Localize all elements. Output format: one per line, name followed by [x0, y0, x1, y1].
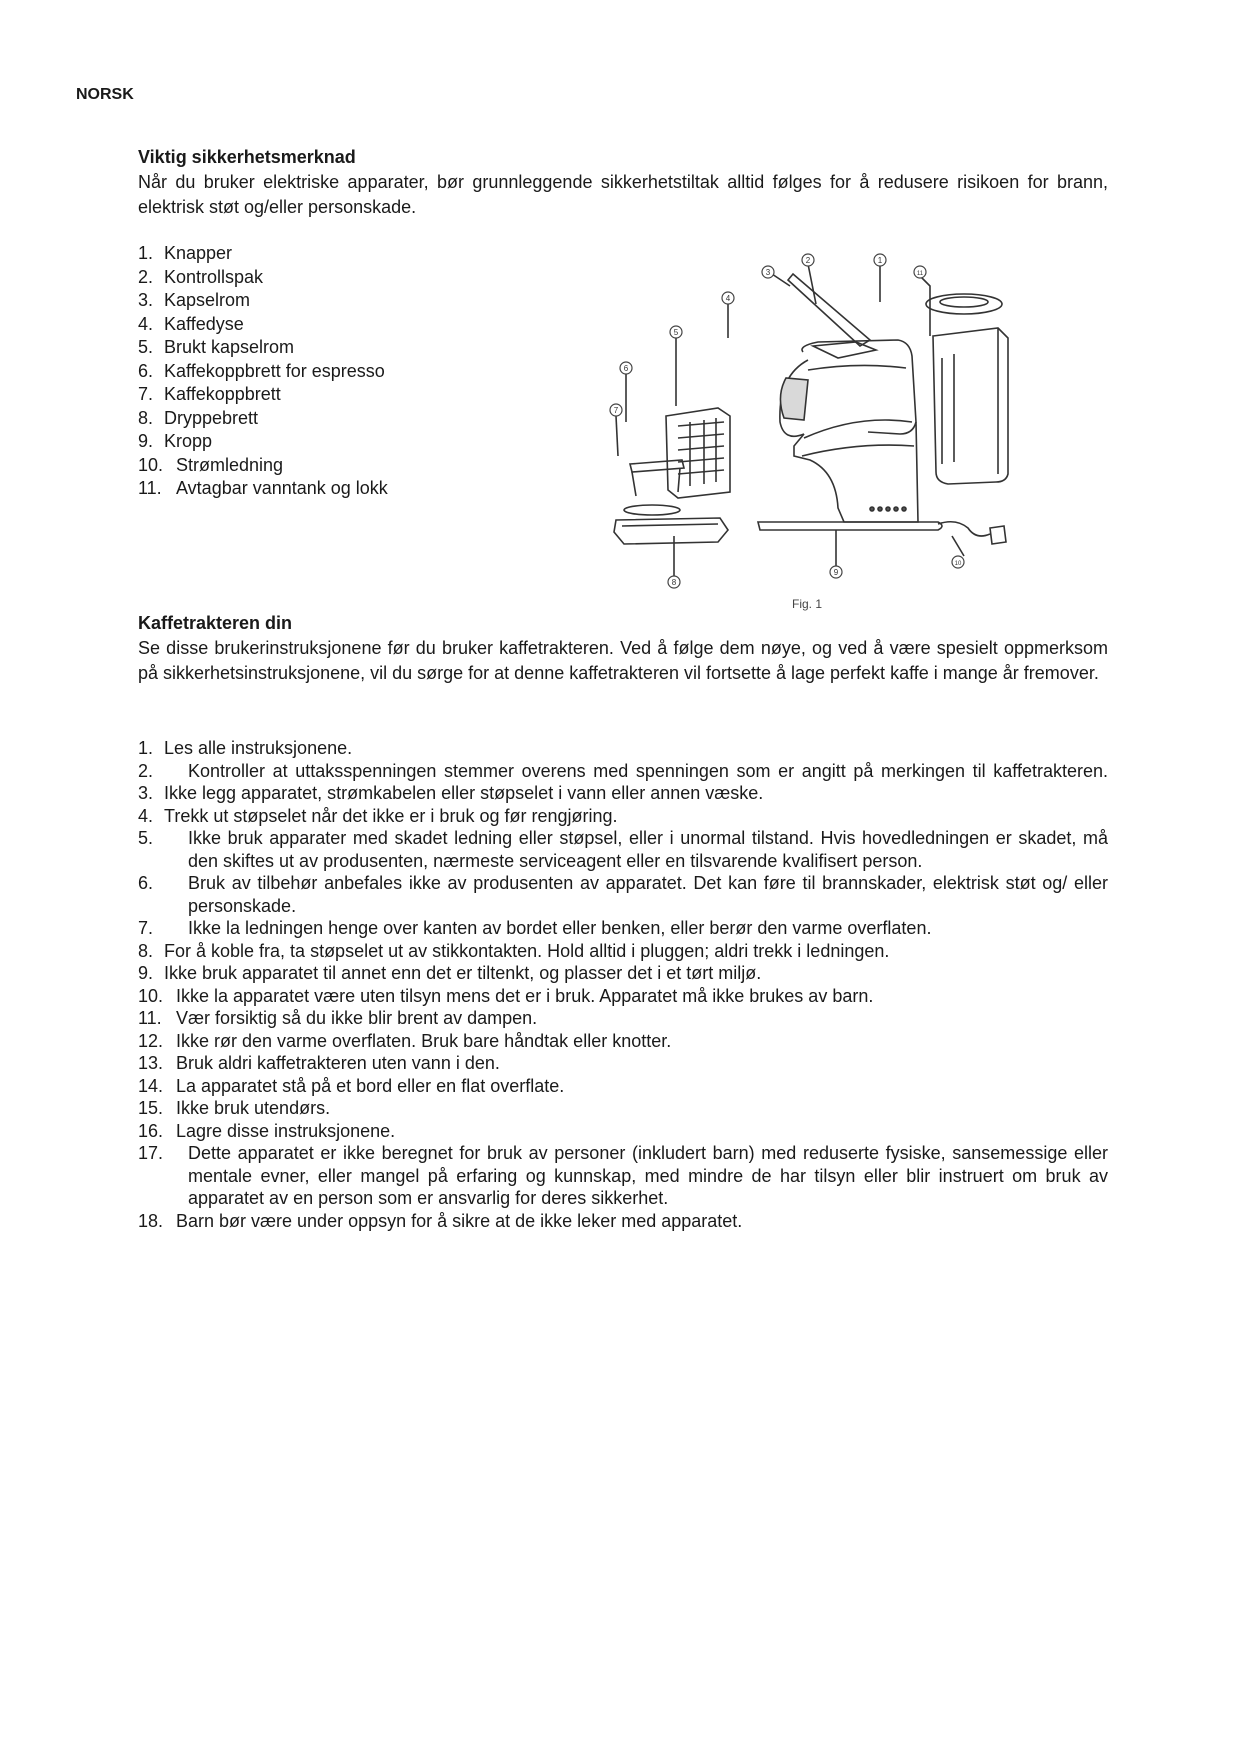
parts-list-item: [138, 454, 388, 478]
parts-list-item: [138, 336, 388, 360]
rule-text: Ikke la apparatet være uten tilsyn mens det er i bruk. Apparatet må ikke brukes av barn.: [176, 985, 874, 1006]
rule-item: [138, 940, 1108, 963]
part-number: 9.: [138, 431, 154, 451]
coffee-machine-diagram: [608, 246, 1048, 616]
part-number: 8.: [138, 407, 154, 428]
rule-item: [138, 917, 1108, 940]
rule-number: 3.: [138, 783, 154, 803]
rule-item: [138, 1007, 1108, 1030]
rule-item: [138, 985, 1108, 1008]
rule-number: 5.: [138, 828, 154, 848]
part-label: Knapper: [164, 243, 233, 263]
parts-list: [138, 242, 388, 501]
parts-list-item: [138, 266, 388, 290]
part-label: Dryppebrett: [164, 407, 259, 428]
rule-text: Ikke bruk utendørs.: [176, 1098, 331, 1118]
machine-title: Kaffetrakteren din: [138, 613, 293, 633]
part-number: 1.: [138, 243, 154, 263]
part-number: 11.: [138, 478, 162, 498]
part-label: Kaffekoppbrett for espresso: [164, 360, 385, 381]
rule-item: [138, 1210, 1108, 1233]
safety-intro: Når du bruker elektriske apparater, bør grunnleggende sikkerhetstiltak alltid følges for å redusere risikoen for brann, elektrisk støt og/eller personskade.: [138, 172, 1108, 217]
rule-number: 8.: [138, 940, 154, 961]
parts-list-item: [138, 360, 388, 384]
rule-number: 15.: [138, 1098, 164, 1118]
rule-text: Bruk av tilbehør anbefales ikke av produsenten av apparatet. Det kan føre til brannskader, elektrisk støt og/ eller personskade.: [188, 873, 1108, 916]
rule-item: [138, 782, 1108, 805]
language-label: NORSK: [76, 86, 134, 103]
rule-item: [138, 1097, 1108, 1120]
part-label: Strømledning: [176, 454, 284, 475]
rule-number: 2.: [138, 760, 154, 781]
rule-text: Ikke bruk apparater med skadet ledning eller støpsel, eller i unormal tilstand. Hvis hovedledningen er skadet, må den skiftes ut av produsenten, nærmeste serviceagent eller en tilsvarende kvalifisert person.: [188, 828, 1108, 871]
part-number: 7.: [138, 384, 154, 404]
part-label: Kontrollspak: [164, 266, 264, 287]
rule-text: Bruk aldri kaffetrakteren uten vann i den.: [176, 1053, 500, 1073]
rule-item: [138, 827, 1108, 872]
rule-item: [138, 760, 1108, 783]
rule-number: 6.: [138, 873, 154, 893]
callout-label: 6: [623, 364, 629, 373]
callout-label: 11: [916, 271, 924, 277]
part-label: Kaffedyse: [164, 313, 244, 334]
callout-label: 3: [765, 268, 771, 277]
part-label: Kaffekoppbrett: [164, 384, 281, 404]
rule-number: 7.: [138, 918, 154, 938]
rule-text: Les alle instruksjonene.: [164, 738, 353, 758]
part-number: 3.: [138, 290, 154, 310]
part-number: 4.: [138, 313, 154, 334]
safety-title: Viktig sikkerhetsmerknad: [138, 147, 356, 167]
callout-label: 4: [725, 294, 731, 303]
rule-text: Kontroller at uttaksspenningen stemmer overens med spenningen som er angitt på merkingen til kaffetrakteren.: [188, 760, 1108, 781]
rule-text: Lagre disse instruksjonene.: [176, 1120, 396, 1141]
rule-item: [138, 1030, 1108, 1053]
rule-item: [138, 805, 1108, 828]
rule-number: 13.: [138, 1053, 164, 1073]
rule-number: 1.: [138, 738, 154, 758]
parts-list-item: [138, 477, 388, 501]
rule-number: 18.: [138, 1210, 164, 1231]
callout-label: 7: [613, 406, 619, 415]
callout-label: 10: [954, 561, 962, 567]
rule-text: Barn bør være under oppsyn for å sikre at de ikke leker med apparatet.: [176, 1210, 743, 1231]
rule-number: 9.: [138, 963, 154, 983]
rule-item: [138, 1075, 1108, 1098]
rule-item: [138, 1120, 1108, 1143]
part-number: 5.: [138, 337, 154, 357]
rule-number: 4.: [138, 805, 154, 826]
parts-list-item: [138, 430, 388, 454]
rule-text: Trekk ut støpselet når det ikke er i bruk og før rengjøring.: [164, 805, 618, 826]
rule-number: 16.: [138, 1120, 164, 1141]
rule-item: [138, 1052, 1108, 1075]
rule-item: [138, 962, 1108, 985]
parts-list-item: [138, 313, 388, 337]
callout-label: 9: [833, 568, 839, 577]
part-number: 10.: [138, 454, 164, 475]
part-number: 6.: [138, 360, 154, 381]
rule-text: La apparatet stå på et bord eller en flat overflate.: [176, 1075, 565, 1096]
part-label: Kropp: [164, 431, 213, 451]
rule-number: 10.: [138, 985, 164, 1006]
callout-label: 1: [877, 256, 883, 265]
rule-number: 12.: [138, 1030, 164, 1051]
rule-number: 14.: [138, 1075, 164, 1096]
rule-number: 17.: [138, 1143, 164, 1163]
parts-list-item: [138, 242, 388, 266]
part-label: Avtagbar vanntank og lokk: [176, 478, 388, 498]
rule-number: 11.: [138, 1008, 162, 1028]
rule-item: [138, 737, 1108, 760]
parts-list-item: [138, 383, 388, 407]
rule-item: [138, 872, 1108, 917]
callout-label: 2: [805, 256, 811, 265]
rule-text: Ikke bruk apparatet til annet enn det er tiltenkt, og plasser det i et tørt miljø.: [164, 963, 762, 983]
parts-list-item: [138, 407, 388, 431]
rule-text: Dette apparatet er ikke beregnet for bruk av personer (inkludert barn) med reduserte fysiske, sansemessige eller mentale evner, eller mangel på erfaring og kunnskap, med mindre de har tilsyn eller blir instruert om bruk av apparatet av en person som er ansvarlig for deres sikkerhet.: [188, 1143, 1108, 1208]
rule-item: [138, 1142, 1108, 1210]
parts-list-item: [138, 289, 388, 313]
rule-text: Vær forsiktig så du ikke blir brent av dampen.: [176, 1008, 538, 1028]
rule-text: Ikke la ledningen henge over kanten av bordet eller benken, eller berør den varme overflaten.: [188, 918, 932, 938]
rule-text: For å koble fra, ta støpselet ut av stikkontakten. Hold alltid i pluggen; aldri trekk i ledningen.: [164, 940, 890, 961]
part-label: Kapselrom: [164, 290, 251, 310]
rule-text: Ikke rør den varme overflaten. Bruk bare håndtak eller knotter.: [176, 1030, 672, 1051]
callout-label: 5: [673, 328, 679, 337]
safety-rules-list: [138, 737, 1108, 1232]
figure-caption: Fig. 1: [792, 597, 823, 611]
machine-intro: Se disse brukerinstruksjonene før du bruker kaffetrakteren. Ved å følge dem nøye, og ved å være spesielt oppmerksom på sikkerhetsinstruksjonene, vil du sørge for at denne kaffetrakteren vil fortsette å lage perfekt kaffe i mange år fremover.: [138, 638, 1108, 683]
rule-text: Ikke legg apparatet, strømkabelen eller støpselet i vann eller annen væske.: [164, 783, 764, 803]
part-number: 2.: [138, 266, 154, 287]
callout-label: 8: [671, 578, 677, 587]
part-label: Brukt kapselrom: [164, 337, 295, 357]
